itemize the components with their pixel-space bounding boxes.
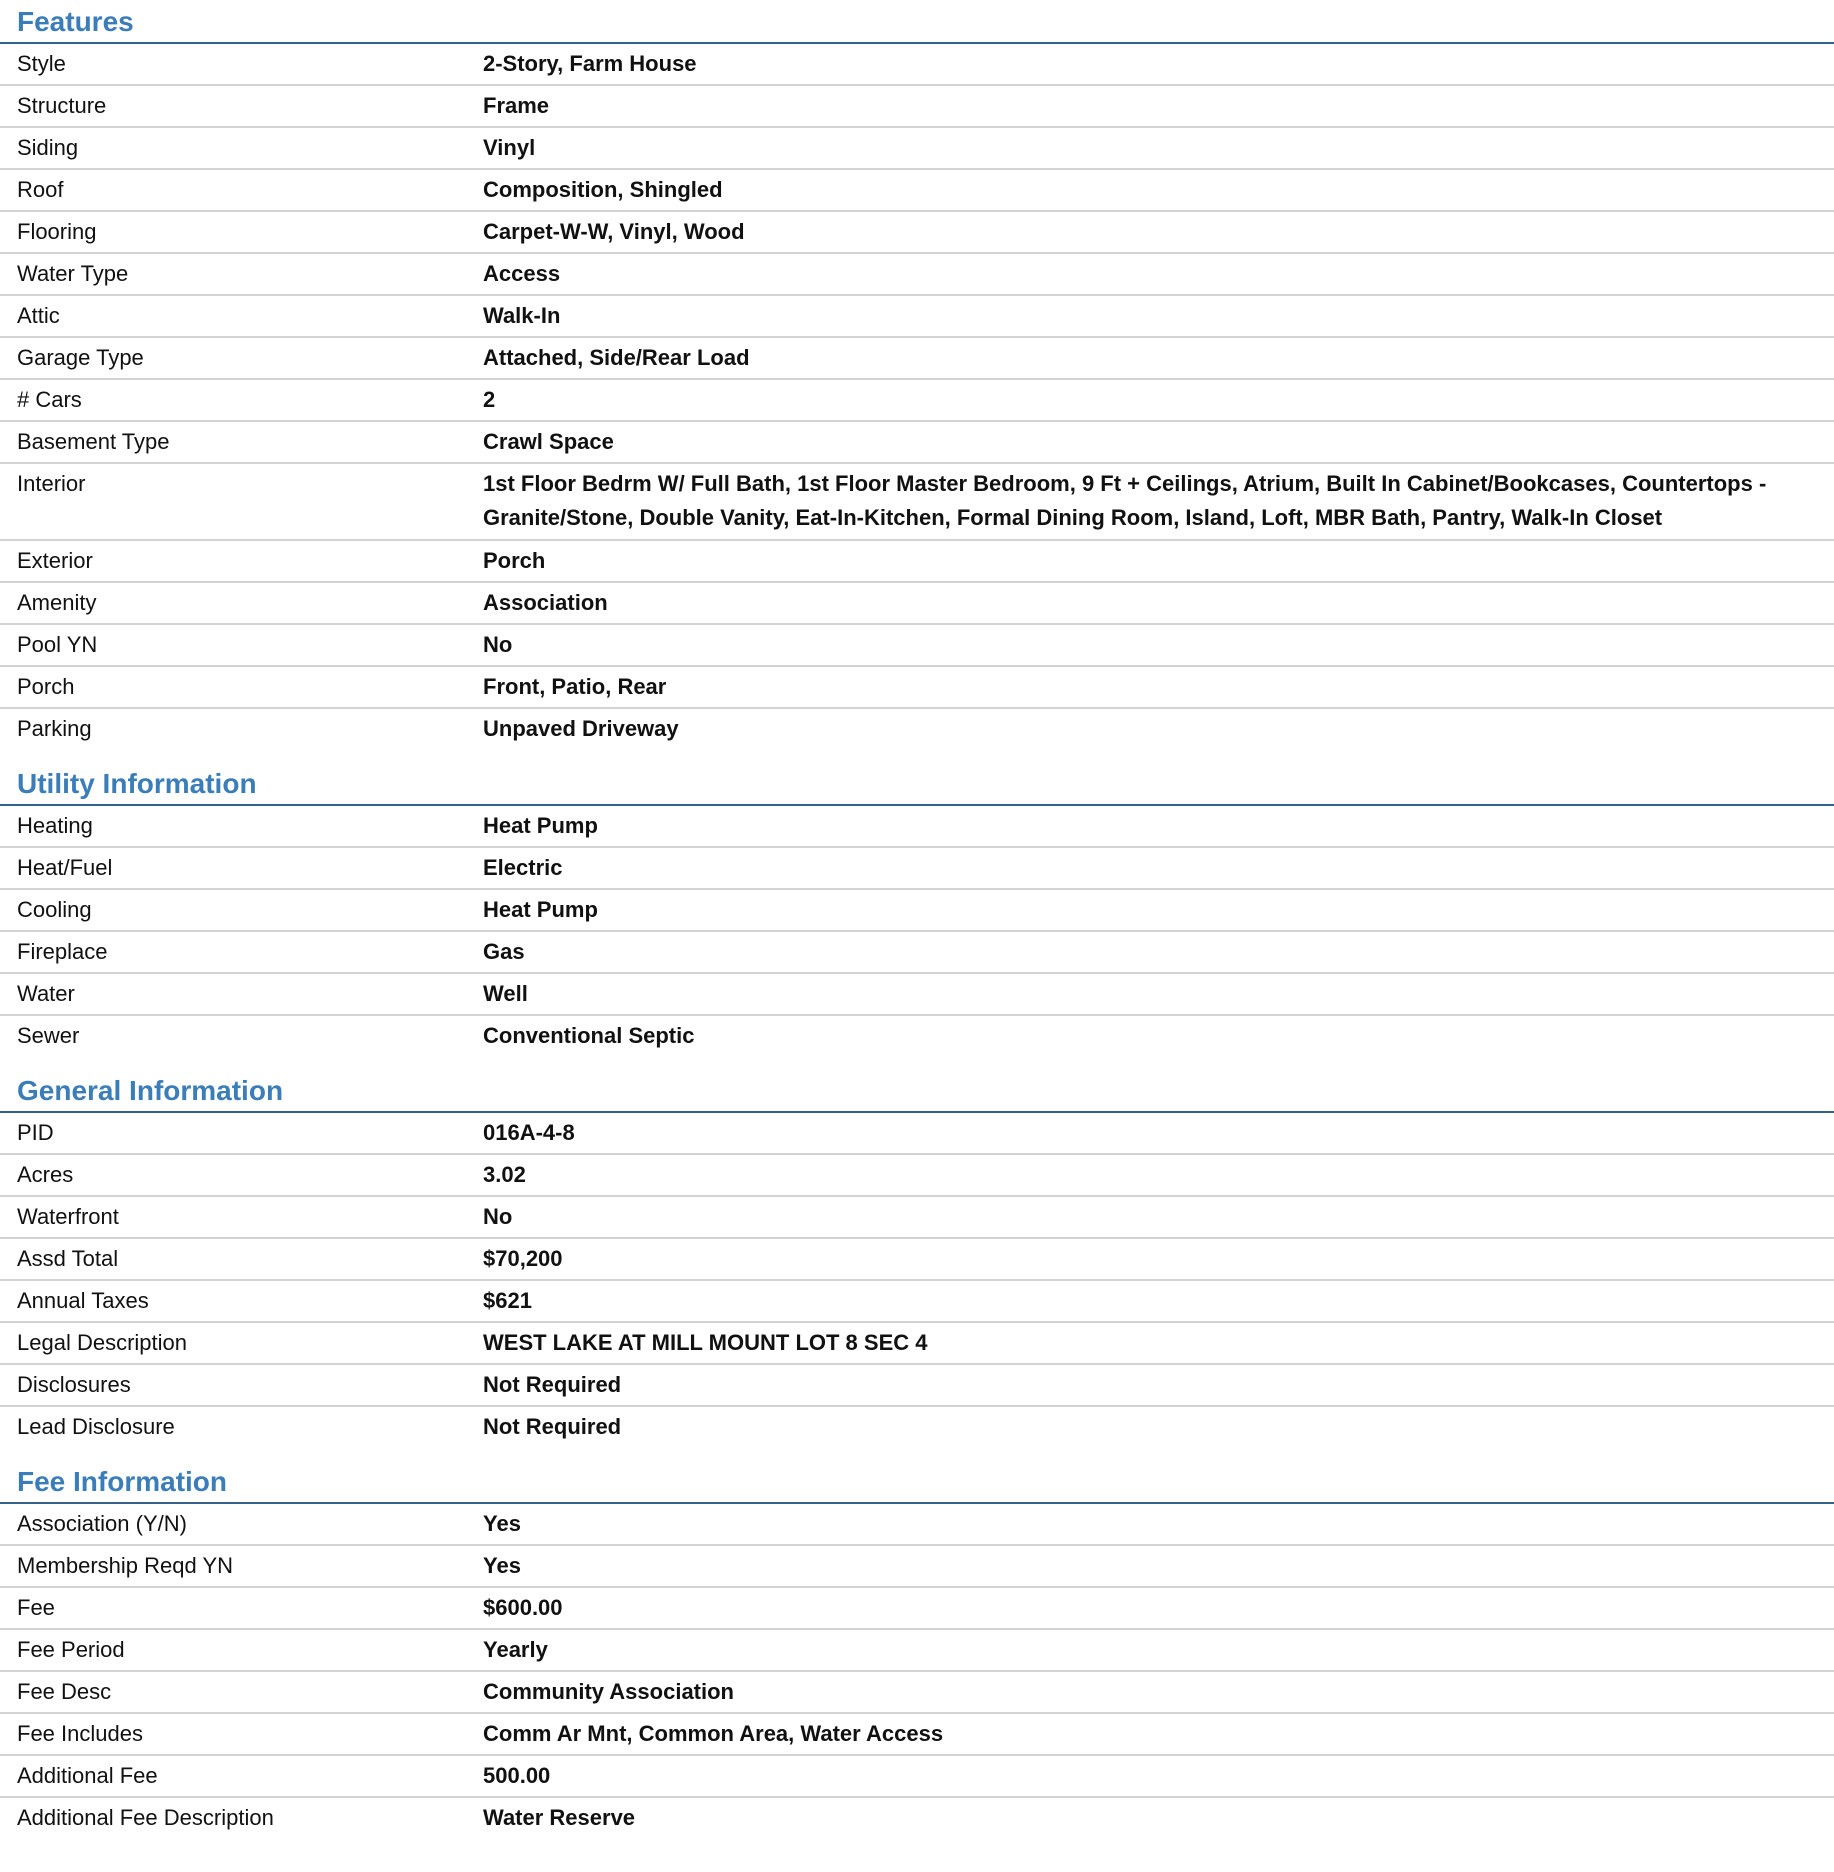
field-value: Frame: [483, 93, 550, 118]
field-label: PID: [17, 1120, 54, 1145]
table-row: [0, 709, 1834, 751]
table-row: [0, 583, 1834, 625]
field-value: $70,200: [483, 1246, 563, 1271]
field-value: 2-Story, Farm House: [483, 51, 697, 76]
field-value: No: [483, 1204, 513, 1229]
utility-information-section: [0, 761, 1834, 1058]
table-row: [0, 44, 1834, 86]
field-label: Flooring: [17, 219, 97, 244]
field-value: 016A-4-8: [483, 1120, 575, 1145]
field-value: Association: [483, 590, 608, 615]
table-row: [0, 1756, 1834, 1798]
field-value: Yes: [483, 1511, 521, 1536]
field-value: Access: [483, 261, 561, 286]
field-value: 1st Floor Bedrm W/ Full Bath, 1st Floor Master Bedroom, 9 Ft + Ceilings, Atrium, Built In Cabinet/Bookcases, Countertops - Granite/Stone, Double Vanity, Eat-In-Kitchen, Formal Dining Room, Island, Loft, MBR Bath, Pantry, Walk-In Closet: [483, 471, 1767, 530]
table-row: [0, 932, 1834, 974]
table-row: [0, 541, 1834, 583]
table-row: [0, 1546, 1834, 1588]
field-value: Front, Patio, Rear: [483, 674, 667, 699]
table-row: [0, 1798, 1834, 1840]
section-title: Utility Information: [0, 761, 1834, 806]
field-value: Conventional Septic: [483, 1023, 695, 1048]
field-label: Style: [17, 51, 66, 76]
table-row: [0, 1714, 1834, 1756]
field-label: Siding: [17, 135, 79, 160]
table-row: [0, 1365, 1834, 1407]
field-label: Water: [17, 981, 75, 1006]
table-row: [0, 212, 1834, 254]
table-row: [0, 1630, 1834, 1672]
field-value: Electric: [483, 855, 563, 880]
field-value: 2: [483, 387, 496, 412]
field-value: 3.02: [483, 1162, 526, 1187]
field-value: Water Reserve: [483, 1805, 636, 1830]
table-row: [0, 128, 1834, 170]
field-value: Heat Pump: [483, 897, 598, 922]
field-label: Pool YN: [17, 632, 98, 657]
table-row: [0, 86, 1834, 128]
field-value: Yes: [483, 1553, 521, 1578]
field-value: $621: [483, 1288, 532, 1313]
field-label: # Cars: [17, 387, 82, 412]
field-value: Carpet-W-W, Vinyl, Wood: [483, 219, 745, 244]
field-value: WEST LAKE AT MILL MOUNT LOT 8 SEC 4: [483, 1330, 928, 1355]
field-label: Association (Y/N): [17, 1511, 187, 1536]
table-row: [0, 422, 1834, 464]
field-label: Lead Disclosure: [17, 1414, 175, 1439]
field-label: Annual Taxes: [17, 1288, 149, 1313]
field-label: Fireplace: [17, 939, 108, 964]
table-row: [0, 1113, 1834, 1155]
field-label: Structure: [17, 93, 107, 118]
general-information-section: [0, 1068, 1834, 1449]
table-row: [0, 1588, 1834, 1630]
field-value: No: [483, 632, 513, 657]
field-label: Fee: [17, 1595, 55, 1620]
table-row: [0, 1281, 1834, 1323]
table-row: [0, 1504, 1834, 1546]
table-row: [0, 170, 1834, 212]
field-value: Attached, Side/Rear Load: [483, 345, 750, 370]
field-label: Sewer: [17, 1023, 80, 1048]
table-row: [0, 667, 1834, 709]
field-value: Yearly: [483, 1637, 548, 1662]
field-value: Walk-In: [483, 303, 561, 328]
field-label: Garage Type: [17, 345, 144, 370]
table-row: [0, 380, 1834, 422]
section-title: General Information: [0, 1068, 1834, 1113]
field-label: Water Type: [17, 261, 129, 286]
field-label: Additional Fee Description: [17, 1805, 274, 1830]
field-label: Waterfront: [17, 1204, 119, 1229]
table-row: [0, 338, 1834, 380]
field-label: Heat/Fuel: [17, 855, 113, 880]
field-value: Community Association: [483, 1679, 734, 1704]
field-value: Vinyl: [483, 135, 536, 160]
field-value: Unpaved Driveway: [483, 716, 679, 741]
field-label: Fee Desc: [17, 1679, 112, 1704]
table-row: [0, 974, 1834, 1016]
field-value: Heat Pump: [483, 813, 598, 838]
field-label: Basement Type: [17, 429, 170, 454]
field-value: Porch: [483, 548, 546, 573]
field-label: Acres: [17, 1162, 74, 1187]
field-value: 500.00: [483, 1763, 551, 1788]
table-row: [0, 1407, 1834, 1449]
field-label: Fee Period: [17, 1637, 125, 1662]
table-row: [0, 890, 1834, 932]
features-section: [0, 0, 1834, 751]
table-row: [0, 296, 1834, 338]
section-title: Fee Information: [0, 1459, 1834, 1504]
table-row: [0, 1016, 1834, 1058]
field-value: Gas: [483, 939, 525, 964]
table-row: [0, 1197, 1834, 1239]
field-value: Comm Ar Mnt, Common Area, Water Access: [483, 1721, 944, 1746]
field-value: Not Required: [483, 1414, 622, 1439]
table-row: [0, 625, 1834, 667]
table-row: [0, 806, 1834, 848]
field-value: $600.00: [483, 1595, 563, 1620]
field-value: Not Required: [483, 1372, 622, 1397]
fee-information-section: [0, 1459, 1834, 1840]
field-label: Interior: [17, 471, 86, 496]
field-label: Roof: [17, 177, 64, 202]
field-label: Parking: [17, 716, 92, 741]
field-value: Well: [483, 981, 528, 1006]
field-label: Exterior: [17, 548, 93, 573]
field-label: Fee Includes: [17, 1721, 143, 1746]
table-row: [0, 464, 1834, 541]
table-row: [0, 1672, 1834, 1714]
field-label: Porch: [17, 674, 75, 699]
field-label: Cooling: [17, 897, 92, 922]
field-label: Membership Reqd YN: [17, 1553, 234, 1578]
table-row: [0, 1323, 1834, 1365]
field-label: Disclosures: [17, 1372, 131, 1397]
table-row: [0, 1155, 1834, 1197]
field-value: Composition, Shingled: [483, 177, 723, 202]
field-label: Attic: [17, 303, 60, 328]
field-value: Crawl Space: [483, 429, 614, 454]
table-row: [0, 1239, 1834, 1281]
field-label: Legal Description: [17, 1330, 187, 1355]
field-label: Assd Total: [17, 1246, 119, 1271]
field-label: Additional Fee: [17, 1763, 158, 1788]
table-row: [0, 848, 1834, 890]
table-row: [0, 254, 1834, 296]
field-label: Amenity: [17, 590, 97, 615]
section-title: Features: [0, 0, 1834, 44]
field-label: Heating: [17, 813, 93, 838]
